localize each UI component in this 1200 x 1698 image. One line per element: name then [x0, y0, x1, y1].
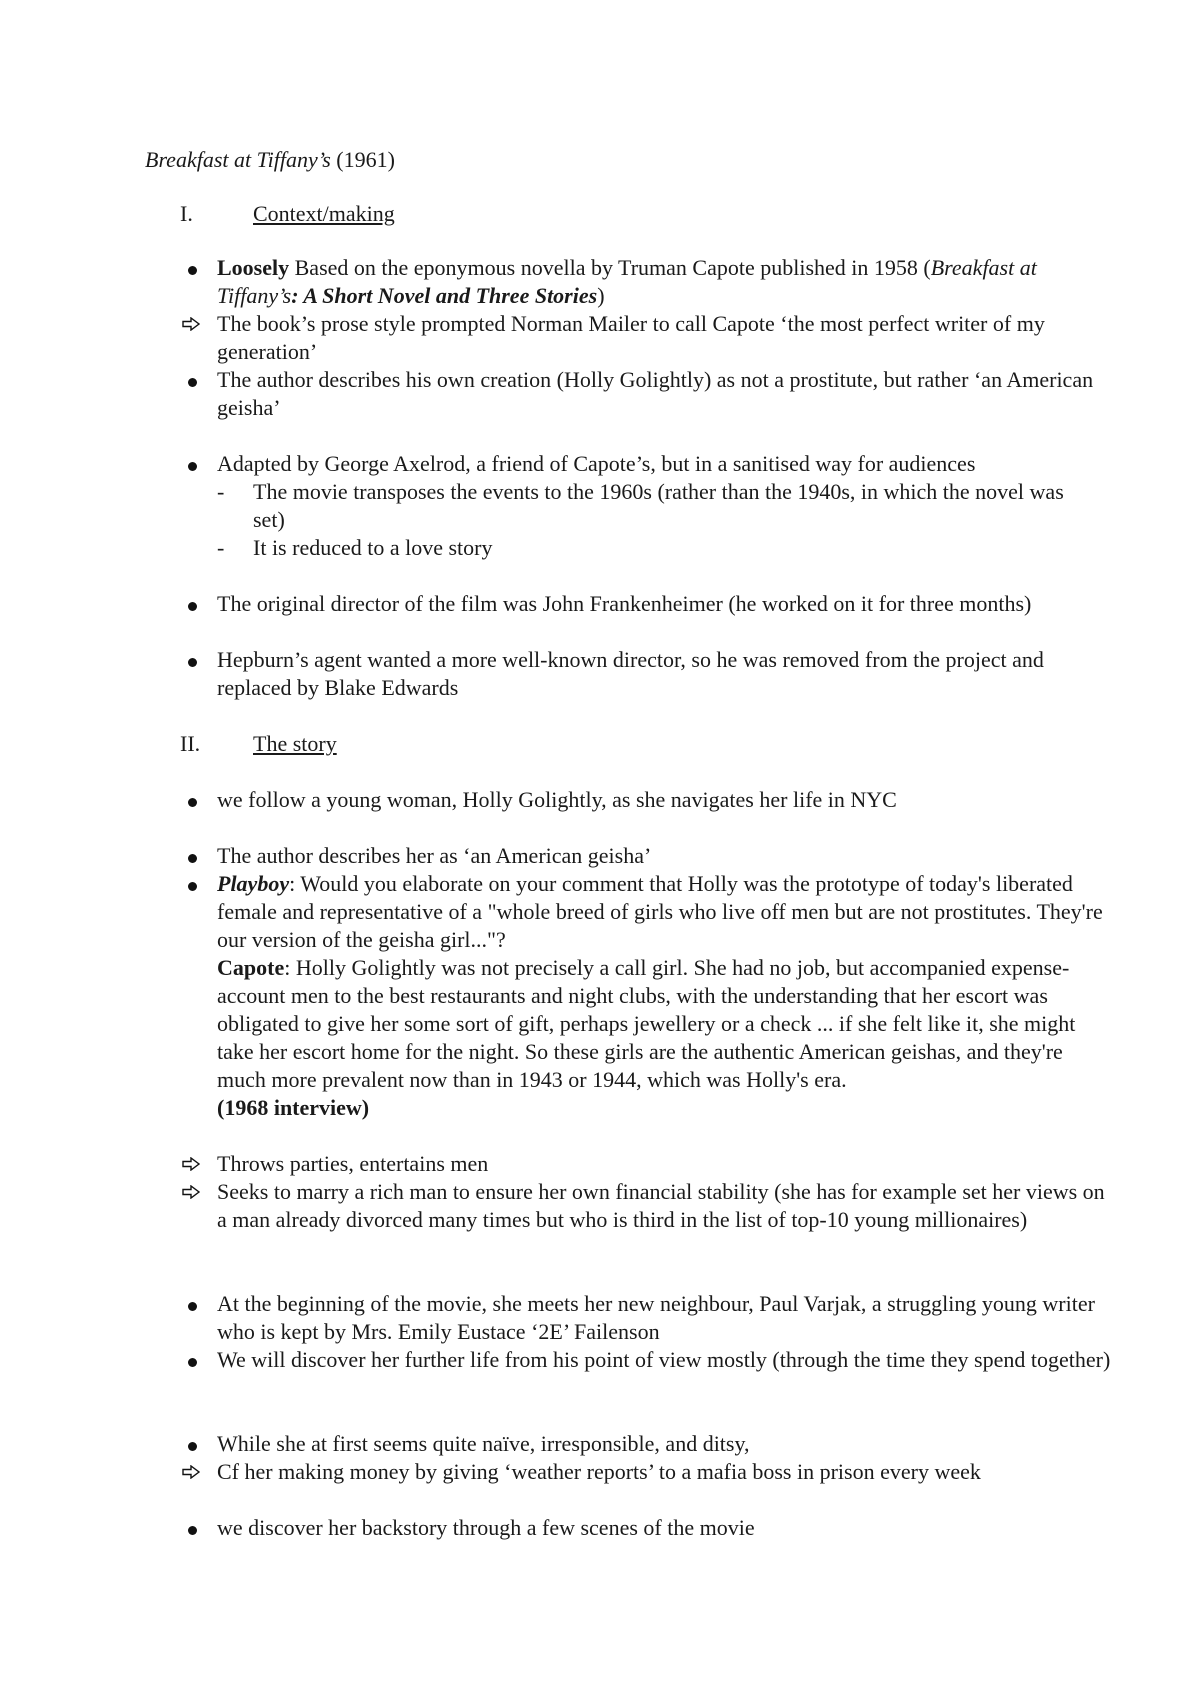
film-year: (1961) [330, 147, 395, 172]
list-item-backstory: we discover her backstory through a few scenes of the movie [217, 1514, 1117, 1542]
list-item-playboy-interview [217, 870, 1117, 1122]
section-numeral: II. [180, 731, 201, 756]
interview-source: (1968 interview) [217, 1095, 370, 1120]
list-item-blake-edwards: Hepburn’s agent wanted a more well-known director, so he was removed from the project and replaced by Blake Edwards [217, 646, 1117, 702]
bullet-dot-icon [180, 254, 204, 282]
dash-icon: - [217, 479, 225, 504]
list-item-frankenheimer: The original director of the film was John Frankenheimer (he worked on it for three months) [217, 590, 1117, 618]
outlined-arrow-icon [180, 1150, 204, 1171]
list-item-naive: While she at first seems quite naïve, irresponsible, and ditsy, [217, 1430, 1117, 1458]
list-item-geisha-2: The author describes her as ‘an American geisha’ [217, 842, 1117, 870]
bullet-dot-icon [180, 450, 204, 478]
list-item-point-of-view: We will discover her further life from his point of view mostly (through the time they spend together) [217, 1346, 1117, 1374]
interviewer-label: Playboy [217, 871, 290, 896]
section-title: The story [253, 731, 337, 756]
section-numeral: I. [180, 201, 193, 226]
outlined-arrow-icon [180, 1458, 204, 1479]
document-title [145, 146, 395, 174]
bullet-dot-icon [180, 786, 204, 814]
bullet-dot-icon [180, 646, 204, 674]
bullet-dot-icon [180, 1514, 204, 1542]
bullet-dot-icon [180, 842, 204, 870]
outlined-arrow-icon [180, 1178, 204, 1199]
list-item-weather-reports: Cf her making money by giving ‘weather reports’ to a mafia boss in prison every week [217, 1458, 1117, 1486]
interview-question: : Would you elaborate on your comment that Holly was the prototype of today's liberated female and representative of a "whole breed of girls who live off men but are not prostitutes. They're our version of the geisha girl..."? [217, 871, 1103, 952]
list-item-paul-varjak: At the beginning of the movie, she meets her new neighbour, Paul Varjak, a struggling young writer who is kept by Mrs. Emily Eustace ‘2E’ Failenson [217, 1290, 1117, 1346]
bullet-dot-icon [180, 1346, 204, 1374]
bullet-dot-icon [180, 366, 204, 394]
list-item-loosely-based: Loosely Based on the eponymous novella by Truman Capote published in 1958 (Breakfast at Tiffany’s: A Short Novel and Three Stories) [217, 254, 1117, 310]
bullet-dot-icon [180, 870, 204, 898]
dash-icon: - [217, 535, 225, 560]
list-item-mailer: The book’s prose style prompted Norman Mailer to call Capote ‘the most perfect writer of my generation’ [217, 310, 1117, 366]
bullet-dot-icon [180, 1430, 204, 1458]
interviewee-label: Capote [217, 955, 285, 980]
section-title: Context/making [253, 201, 395, 226]
outlined-arrow-icon [180, 310, 204, 331]
list-item-rich-man: Seeks to marry a rich man to ensure her own financial stability (she has for example set her views on a man already divorced many times but who is third in the list of top-10 young millionaires) [217, 1178, 1117, 1234]
bullet-dot-icon [180, 1290, 204, 1318]
sub-item-love-story: - It is reduced to a love story [217, 535, 493, 560]
list-item-axelrod: Adapted by George Axelrod, a friend of Capote’s, but in a sanitised way for audiences [217, 450, 1117, 478]
interview-answer: : Holly Golightly was not precisely a call girl. She had no job, but accompanied expense-account men to the best restaurants and night clubs, with the understanding that her escort was obligated to give her some sort of gift, perhaps jewellery or a check ... if she felt like it, she might take her escort home for the night. So these girls are the authentic American geishas, and they're much more prevalent now than in 1943 or 1944, which was Holly's era. [217, 955, 1076, 1092]
bullet-dot-icon [180, 590, 204, 618]
list-item-parties: Throws parties, entertains men [217, 1150, 1117, 1178]
film-title: Breakfast at Tiffany’s [145, 147, 331, 172]
list-item-american-geisha: The author describes his own creation (Holly Golightly) as not a prostitute, but rather ‘an American geisha’ [217, 366, 1117, 422]
sub-item-1960s: - The movie transposes the events to the 1960s (rather than the 1940s, in which the novel was set) [217, 479, 1064, 532]
list-item-young-woman: we follow a young woman, Holly Golightly, as she navigates her life in NYC [217, 786, 1117, 814]
